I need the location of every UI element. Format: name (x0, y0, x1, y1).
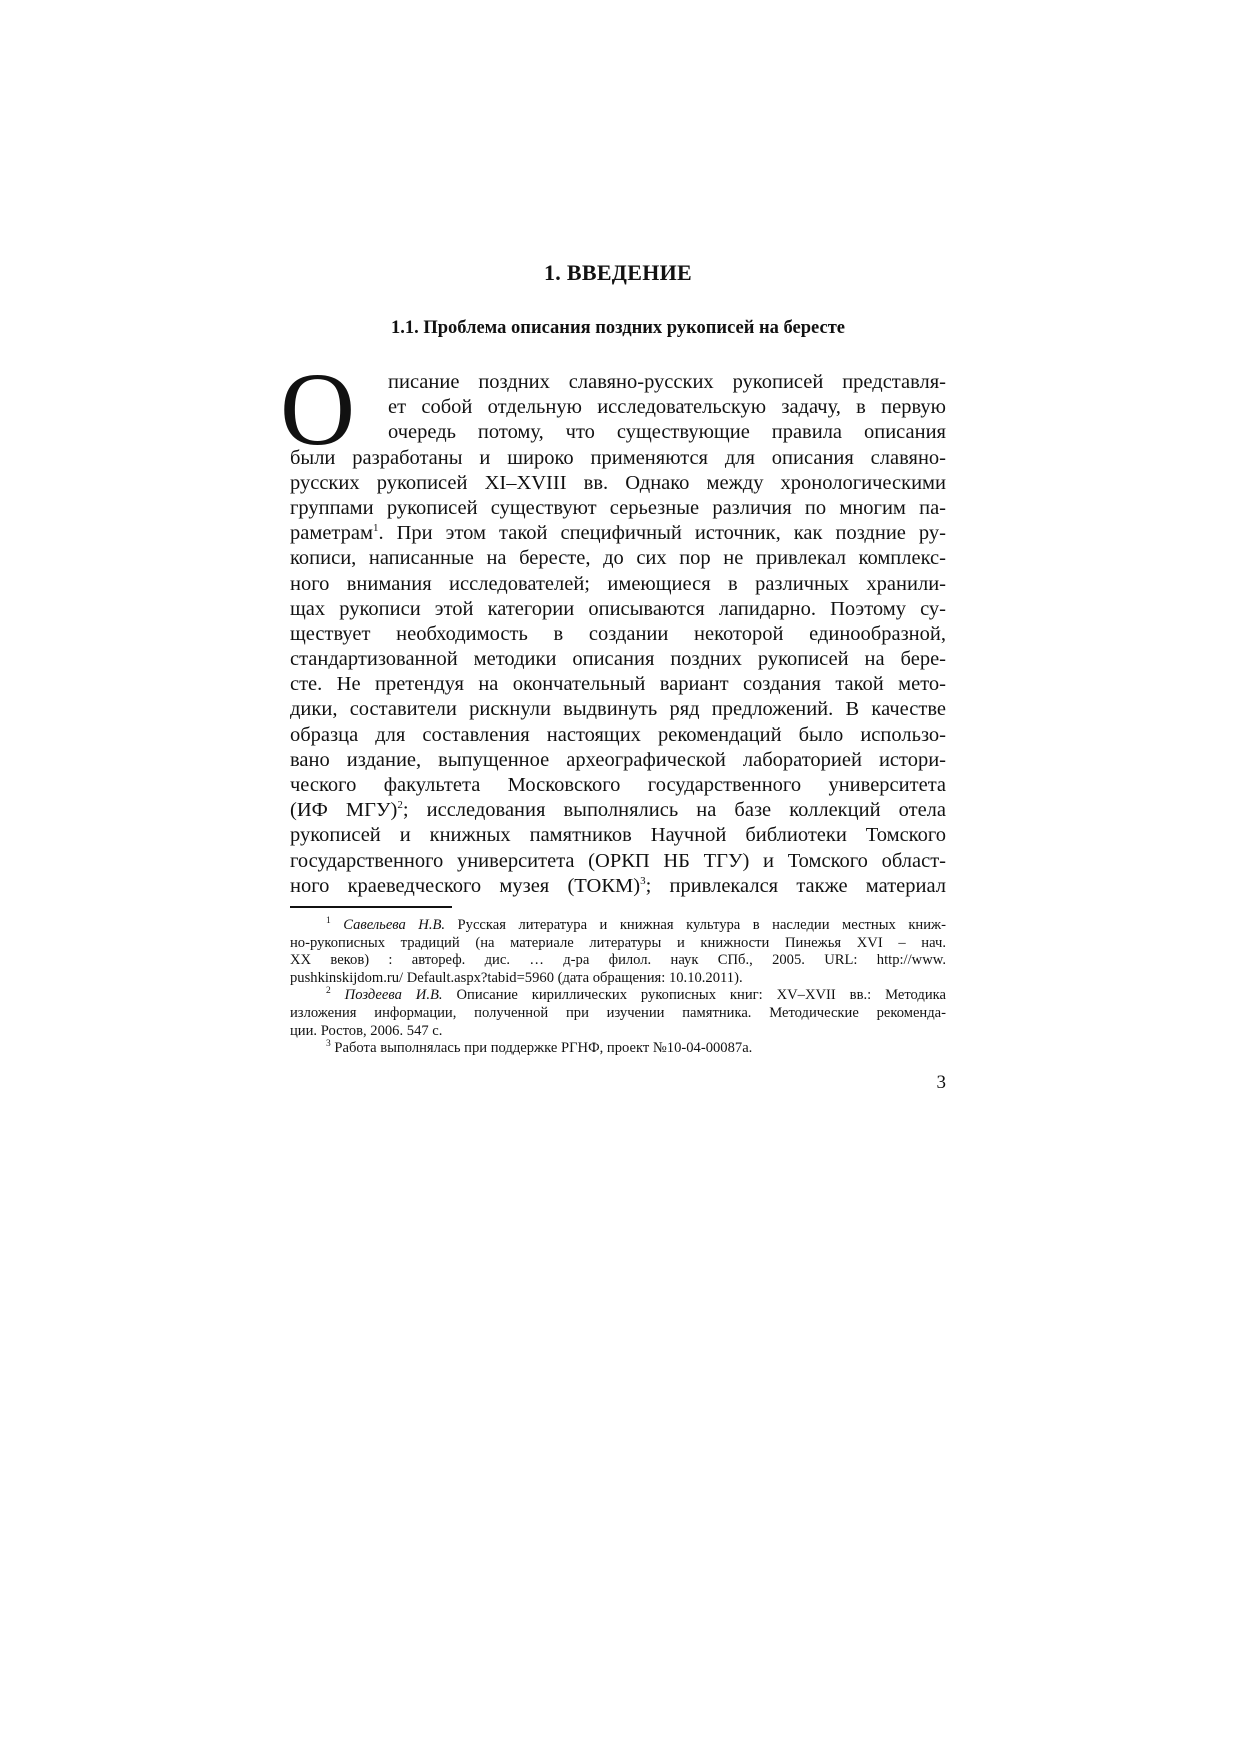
text-fragment: . При этом такой специфичный источник, как поздние ру- (378, 522, 946, 545)
footnote-line: pushkinskijdom.ru/ Default.aspx?tabid=5960 (дата обращения: 10.10.2011). (290, 969, 743, 986)
text-line: вано издание, выпущенное археографической лабораторией истори- (290, 748, 946, 771)
text-line: ного внимания исследователей; имеющиеся в различных хранили- (290, 572, 946, 595)
text-line: русских рукописей XI–XVIII вв. Однако между хронологическими (290, 471, 946, 494)
text-fragment: ; исследования выполнялись на базе коллекций отела (402, 799, 947, 822)
text-line: группами рукописей существуют серьезные различия по многим па- (290, 496, 946, 519)
text-fragment: раметрам (290, 522, 373, 545)
text-line: государственного университета (ОРКП НБ ТГУ) и Томского област- (290, 849, 946, 872)
text-line: стандартизованной методики описания поздних рукописей на бере- (290, 648, 946, 671)
body-paragraph (280, 352, 947, 899)
footnote-text: Описание кириллических рукописных книг: XV–XVII вв.: Методика (442, 987, 946, 1004)
text-fragment: ного краеведческого музея (ТОКМ) (290, 874, 641, 897)
footnote-number: 2 (326, 986, 331, 997)
section-title: 1.1. Проблема описания поздних рукописей на бересте (391, 318, 845, 338)
text-line: щах рукописи этой категории описываются лапидарно. Поэтому су- (290, 597, 946, 620)
footnote-3 (290, 1040, 946, 1058)
footnote-text: Работа выполнялась при поддержке РГНФ, проект №10-04-00087а. (330, 1040, 753, 1057)
footnote-number: 3 (326, 1039, 331, 1050)
text-line: дики, составители рискнули выдвинуть ряд предложений. В качестве (290, 698, 946, 721)
footnote-line: но-рукописных традиций (на материале литературы и книжности Пинежья XVI – нач. (290, 934, 946, 951)
footnote-ref-1[interactable]: 1 (372, 522, 379, 535)
footnote-line: XX веков) : автореф. дис. … д-ра филол. наук СПб., 2005. URL: http://www. (290, 952, 946, 969)
text-fragment: (ИФ МГУ) (290, 799, 398, 822)
chapter-title: 1. ВВЕДЕНИЕ (543, 260, 693, 285)
footnotes (290, 917, 946, 1058)
text-line: образца для составления настоящих рекомендаций было использо- (290, 723, 946, 746)
text-line: кописи, написанные на бересте, до сих пор не привлекал комплекс- (290, 547, 946, 570)
footnote-separator (290, 906, 452, 908)
text-line: ществует необходимость в создании некоторой единообразной, (290, 622, 946, 645)
footnote-line: изложения информации, полученной при изучении памятника. Методические рекоменда- (290, 1004, 946, 1021)
text-line: рукописей и книжных памятников Научной библиотеки Томского (290, 824, 946, 847)
footnote-ref-3[interactable]: 3 (640, 874, 646, 887)
text-line: очередь потому, что существующие правила описания (388, 421, 946, 444)
footnote-ref-2[interactable]: 2 (397, 799, 403, 812)
text-line: писание поздних славяно-русских рукописей представля- (388, 371, 946, 393)
page-number: 3 (936, 1072, 946, 1093)
text-line: были разработаны и широко применяются для описания славяно- (290, 446, 946, 469)
footnote-text: Русская литература и книжная культура в наследии местных книж- (445, 917, 946, 933)
drop-cap: О (280, 352, 356, 467)
text-line: ет собой отдельную исследовательскую задачу, в первую (388, 396, 946, 419)
footnote-1 (290, 917, 946, 935)
footnote-number: 1 (326, 916, 331, 927)
footnote-author: Савельева Н.В. (343, 917, 446, 933)
footnote-author: Поздеева И.В. (344, 987, 443, 1004)
text-line (290, 798, 946, 823)
text-line (290, 521, 946, 546)
text-line: сте. Не претендуя на окончательный вариант создания такой мето- (290, 673, 946, 696)
text-fragment: ; привлекался также материал (645, 874, 946, 897)
text-line (290, 874, 946, 899)
text-line: ческого факультета Московского государственного университета (290, 774, 946, 796)
footnote-line: ции. Ростов, 2006. 547 с. (290, 1022, 443, 1039)
footnote-2 (290, 987, 946, 1005)
